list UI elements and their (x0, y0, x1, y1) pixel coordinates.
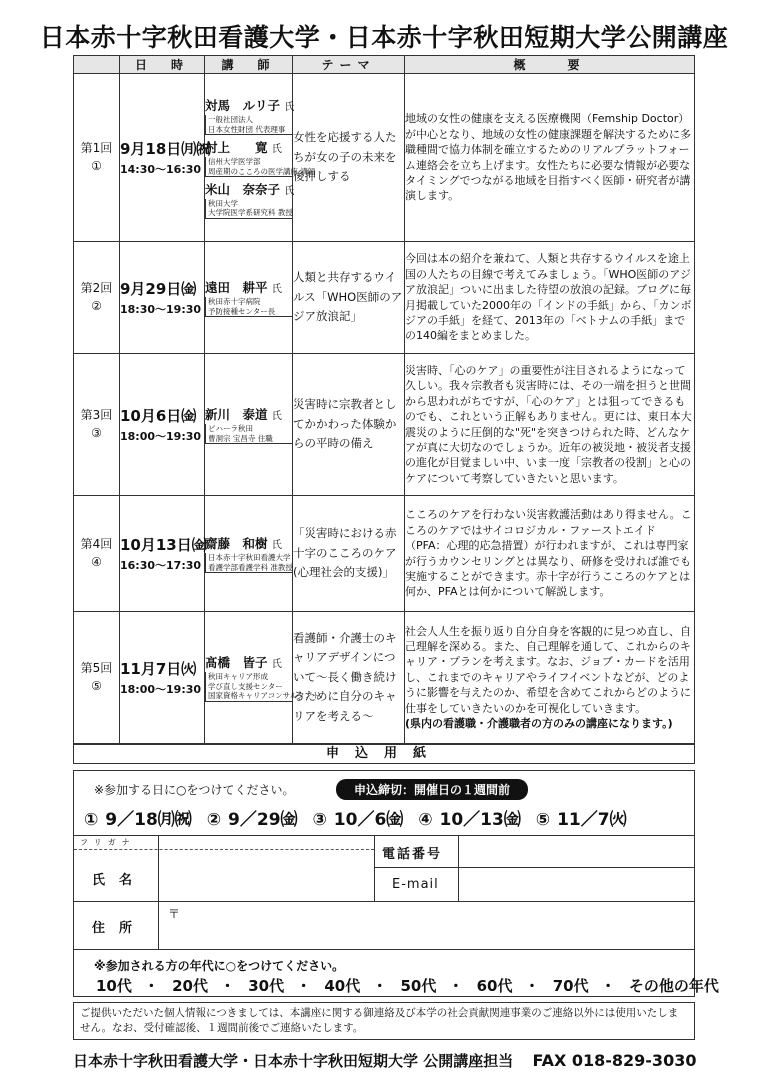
theme-cell: 女性を応援する人たちが女の子の未来を後押しする (293, 74, 405, 242)
instructor-honorific: 氏 (284, 185, 295, 197)
affiliation-line: 秋田大学 (208, 198, 238, 208)
age-option[interactable]: その他の年代 (628, 977, 719, 995)
affiliation-line: 看護学部看護学科 准教授 (208, 562, 293, 572)
furigana-divider (74, 849, 374, 850)
form-divider (74, 949, 694, 950)
age-option[interactable]: 40代 (324, 977, 361, 995)
instructor-honorific: 氏 (271, 540, 282, 552)
instructor-name: 対馬 ルリ子 (205, 98, 281, 114)
day-select-hint: ※参加する日に○をつけてください。 (94, 783, 295, 797)
instructor-cell (205, 496, 293, 612)
instructor-name: 村上 寛 (205, 140, 268, 156)
overview-cell: 地域の女性の健康を支える医療機関（Femship Doctor）が中心となり、地域の女性の健康課題を解決するために多職種間で協力体制を確立するためのリアルプラットフォーム連絡会を立ち上げます。女性たちに必要な情報が必要なタイミングでつながる地域を目指すべく医師・研究者が講演します。 (405, 74, 695, 242)
age-option[interactable]: 20代 (172, 977, 208, 995)
affiliation-line: 曹洞宗 宝昌寺 住職 (208, 433, 273, 443)
theme-cell: 災害時に宗教者としてかかわった体験からの平時の備え (293, 354, 405, 496)
instructor-name: 髙橋 皆子 (205, 655, 268, 671)
instructor-honorific: 氏 (271, 659, 282, 671)
lecture-number: 第4回 (80, 537, 113, 552)
age-option[interactable]: 50代 (400, 977, 437, 995)
instructor-name: 遠田 耕平 (205, 280, 268, 296)
lecture-schedule-table (73, 55, 695, 744)
affiliation-line: 学び直し支援センター (208, 681, 283, 691)
instructor-affiliation (205, 672, 320, 701)
age-option[interactable]: 60代 (476, 977, 513, 995)
instructor-name: 齋藤 和樹 (205, 536, 268, 552)
day-option-5[interactable]: ⑤ 11／7㈫ (535, 810, 627, 830)
lecture-cell (74, 354, 120, 496)
address-label: 住所 (92, 921, 147, 936)
instructor-affiliation (205, 199, 292, 219)
instructor-honorific: 氏 (271, 284, 282, 296)
lecture-cell (74, 242, 120, 354)
name-field[interactable] (160, 851, 372, 899)
phone-field[interactable] (460, 837, 692, 865)
lecture-time: 16:30～17:30 (120, 559, 202, 572)
overview-cell: こころのケアを行わない災害救護活動はあり得ません。こころのケアではサイコロジカル・ファーストエイド（PFA：心理的応急措置）が行われますが、これは専門家が行うカウンセリングとは異なり、研修を受ければ誰でも実施することができます。赤十字が行うこころのケアとは何か、PFAとは何かについて解説します。 (405, 496, 695, 612)
age-select-hint: ※参加される方の年代に○をつけてください。 (94, 959, 345, 973)
lecture-time: 14:30～16:30 (120, 163, 202, 176)
deadline-badge: 申込締切：開催日の１週間前 (336, 779, 528, 800)
overview-text: 社会人人生を振り返り自分自身を客観的に見つめ直し、自己理解を深める。また、自己理解を通して、これからのキャリア・プランを考えます。なお、ジョブ・カードを活用し、これまでのキャリアやライフイベントなどが、どのように影響を与えたのか、希望を含めてこれからどのように仕事をしていきたいのかを可視化していきます。 (405, 624, 691, 715)
table-header-row (74, 56, 695, 74)
affiliation-line: 秋田キャリア形成 (208, 672, 268, 682)
instructor (205, 138, 316, 177)
header-theme: テーマ (293, 56, 405, 74)
lecture-circle-number: ⑤ (91, 678, 102, 693)
instructor-affiliation (205, 297, 292, 317)
instructor-name: 米山 奈奈子 (205, 181, 281, 197)
application-form (73, 770, 719, 997)
instructor-name: 新川 泰道 (205, 407, 268, 423)
overview-note: (県内の看護職・介護職者の方のみの講座になります。) (405, 716, 673, 730)
instructor (205, 180, 295, 219)
lecture-number: 第1回 (80, 141, 113, 156)
instructor-affiliation (205, 424, 292, 444)
lecture-date: 9月18日㈪㈷ (120, 140, 212, 158)
lecture-number: 第5回 (80, 661, 113, 676)
header-instructor: 講 師 (205, 56, 293, 74)
page-title: 日本赤十字秋田看護大学・日本赤十字秋田短期大学公開講座 (39, 23, 729, 52)
header-lecture (74, 56, 120, 74)
overview-cell: 災害時、「心のケア」の重要性が注目されるようになって久しい。我々宗教者も災害時には、その一端を担うと世間から思われがちですが、「心のケア」とは狙ってできるものでも、これという正解もありません。更には、東日本大震災のように圧倒的な"死"を突きつけられた時、どんなケアが真に大切なのでしょうか。近年の被災地・被災者支援の進化が目覚ましい中、いま一度「宗教者の役割」と心のケアについて考察していきたいと思います。 (405, 354, 695, 496)
age-option[interactable]: 30代 (248, 977, 285, 995)
instructor-affiliation (205, 553, 292, 573)
lecture-date: 11月7日㈫ (120, 660, 197, 678)
instructor-affiliation (205, 115, 292, 135)
email-field[interactable] (460, 869, 692, 899)
lecture-circle-number: ③ (91, 425, 102, 440)
age-separator: ・ (220, 977, 236, 995)
affiliation-line: 国家資格キャリアコンサルタント (208, 691, 320, 701)
datetime-cell (120, 242, 205, 354)
furigana-label: フリガナ (80, 838, 136, 847)
lecture-date: 10月6日㈮ (120, 407, 197, 425)
age-options (96, 975, 723, 996)
lecture-time: 18:00～19:30 (120, 430, 202, 443)
affiliation-line: 秋田赤十字病院 (208, 297, 261, 307)
affiliation-line: ビハーラ秋田 (208, 424, 253, 434)
datetime-cell (120, 74, 212, 242)
instructor (205, 278, 292, 317)
lecture-date: 10月13日㈮ (120, 536, 207, 554)
lecture-time: 18:30～19:30 (120, 303, 202, 316)
phone-label: 電話番号 (382, 847, 443, 862)
affiliation-line: 信州大学医学部 (208, 157, 261, 167)
age-separator: ・ (372, 977, 388, 995)
email-label: E-mail (392, 877, 439, 892)
instructor-affiliation (205, 157, 316, 177)
application-form-heading: 申込用紙 (73, 744, 695, 764)
lecture-date: 9月29日㈮ (120, 280, 197, 298)
affiliation-line: 日本女性財団 代表理事 (208, 124, 286, 134)
name-label: 氏名 (92, 873, 147, 888)
form-divider (158, 835, 159, 949)
header-overview: 概 要 (405, 56, 695, 74)
datetime-cell (120, 354, 205, 496)
postal-mark: 〒 (168, 907, 181, 921)
affiliation-line: 一般社団法人 (208, 115, 253, 125)
table-row (74, 354, 695, 496)
datetime-cell (120, 612, 205, 744)
day-options (84, 805, 684, 830)
table-row (74, 74, 695, 242)
instructor-honorific: 氏 (271, 144, 282, 156)
form-divider (374, 867, 694, 868)
age-separator: ・ (524, 977, 540, 995)
lecture-number: 第3回 (80, 408, 113, 423)
footer-fax: FAX 018-829-3030 (532, 1051, 697, 1070)
theme-cell: 看護師・介護士のキャリアデザインについて～長く働き続けるために自分のキャリアを考える～ (293, 612, 405, 744)
form-divider (74, 901, 694, 902)
instructor (205, 96, 295, 135)
instructor-cell (205, 74, 316, 242)
day-option-2[interactable]: ② 9／29㈮ (206, 810, 298, 830)
affiliation-line: 周産期のこころの医学講座 講師 (208, 166, 316, 176)
form-divider (458, 835, 459, 901)
affiliation-line: 予防接種センター長 (208, 306, 276, 316)
lecture-number: 第2回 (80, 281, 113, 296)
instructor-cell (205, 612, 320, 744)
lecture-circle-number: ① (91, 158, 102, 173)
lecture-cell (74, 612, 120, 744)
form-divider (374, 835, 375, 901)
lecture-time: 18:00～19:30 (120, 683, 202, 696)
lecture-cell (74, 496, 120, 612)
table-row (74, 496, 695, 612)
instructor (205, 405, 292, 444)
footer-contact (73, 1050, 696, 1071)
header-datetime: 日 時 (120, 56, 205, 74)
lecture-circle-number: ④ (91, 554, 102, 569)
age-separator: ・ (448, 977, 464, 995)
table-row (74, 242, 695, 354)
instructor-honorific: 氏 (271, 411, 282, 423)
instructor-cell (205, 354, 293, 496)
age-option[interactable]: 10代 (96, 977, 132, 995)
age-separator: ・ (600, 977, 616, 995)
instructor-honorific: 氏 (284, 102, 295, 114)
instructor-cell (205, 242, 293, 354)
theme-cell: 人類と共存するウイルス「WHO医師のアジア放浪記」 (293, 242, 405, 354)
age-separator: ・ (296, 977, 312, 995)
theme-cell: 「災害時における赤十字のこころのケア(心理社会的支援)」 (293, 496, 405, 612)
day-option-4[interactable]: ④ 10／13㈮ (418, 810, 521, 830)
instructor (205, 653, 320, 701)
lecture-cell (74, 74, 120, 242)
overview-cell: 今回は本の紹介を兼ねて、人類と共存するウイルスを途上国の人たちの目線で考えてみましょう。「WHO医師のアジア放浪記」ついに出ました待望の放浪の記録。ブログに毎月掲載していた2000年の「インドの手紙」から、「カンボジアの手紙」を経て、2013年の「ベトナムの手紙」までの140編をまとめました。 (405, 242, 695, 354)
footer-organization: 日本赤十字秋田看護大学・日本赤十字秋田短期大学 公開講座担当 (73, 1052, 514, 1070)
address-field[interactable] (160, 903, 692, 947)
affiliation-line: 大学院医学系研究科 教授 (208, 208, 293, 218)
privacy-notice: ご提供いただいた個人情報につきましては、本講座に関する御連絡及び本学の社会貢献関連事業のご連絡以外には使用いたしません。なお、受付確認後、１週間前後でご連絡いたします。 (73, 1002, 695, 1040)
form-divider (74, 835, 694, 836)
instructor (205, 534, 292, 573)
age-separator: ・ (143, 977, 159, 995)
age-option[interactable]: 70代 (552, 977, 589, 995)
affiliation-line: 日本赤十字秋田看護大学 (208, 553, 291, 563)
overview-cell (405, 612, 695, 744)
day-option-1[interactable]: ① 9／18㈪㈷ (84, 810, 192, 830)
lecture-circle-number: ② (91, 298, 102, 313)
datetime-cell (120, 496, 205, 612)
table-row (74, 612, 695, 744)
day-option-3[interactable]: ③ 10／6㈮ (312, 810, 404, 830)
